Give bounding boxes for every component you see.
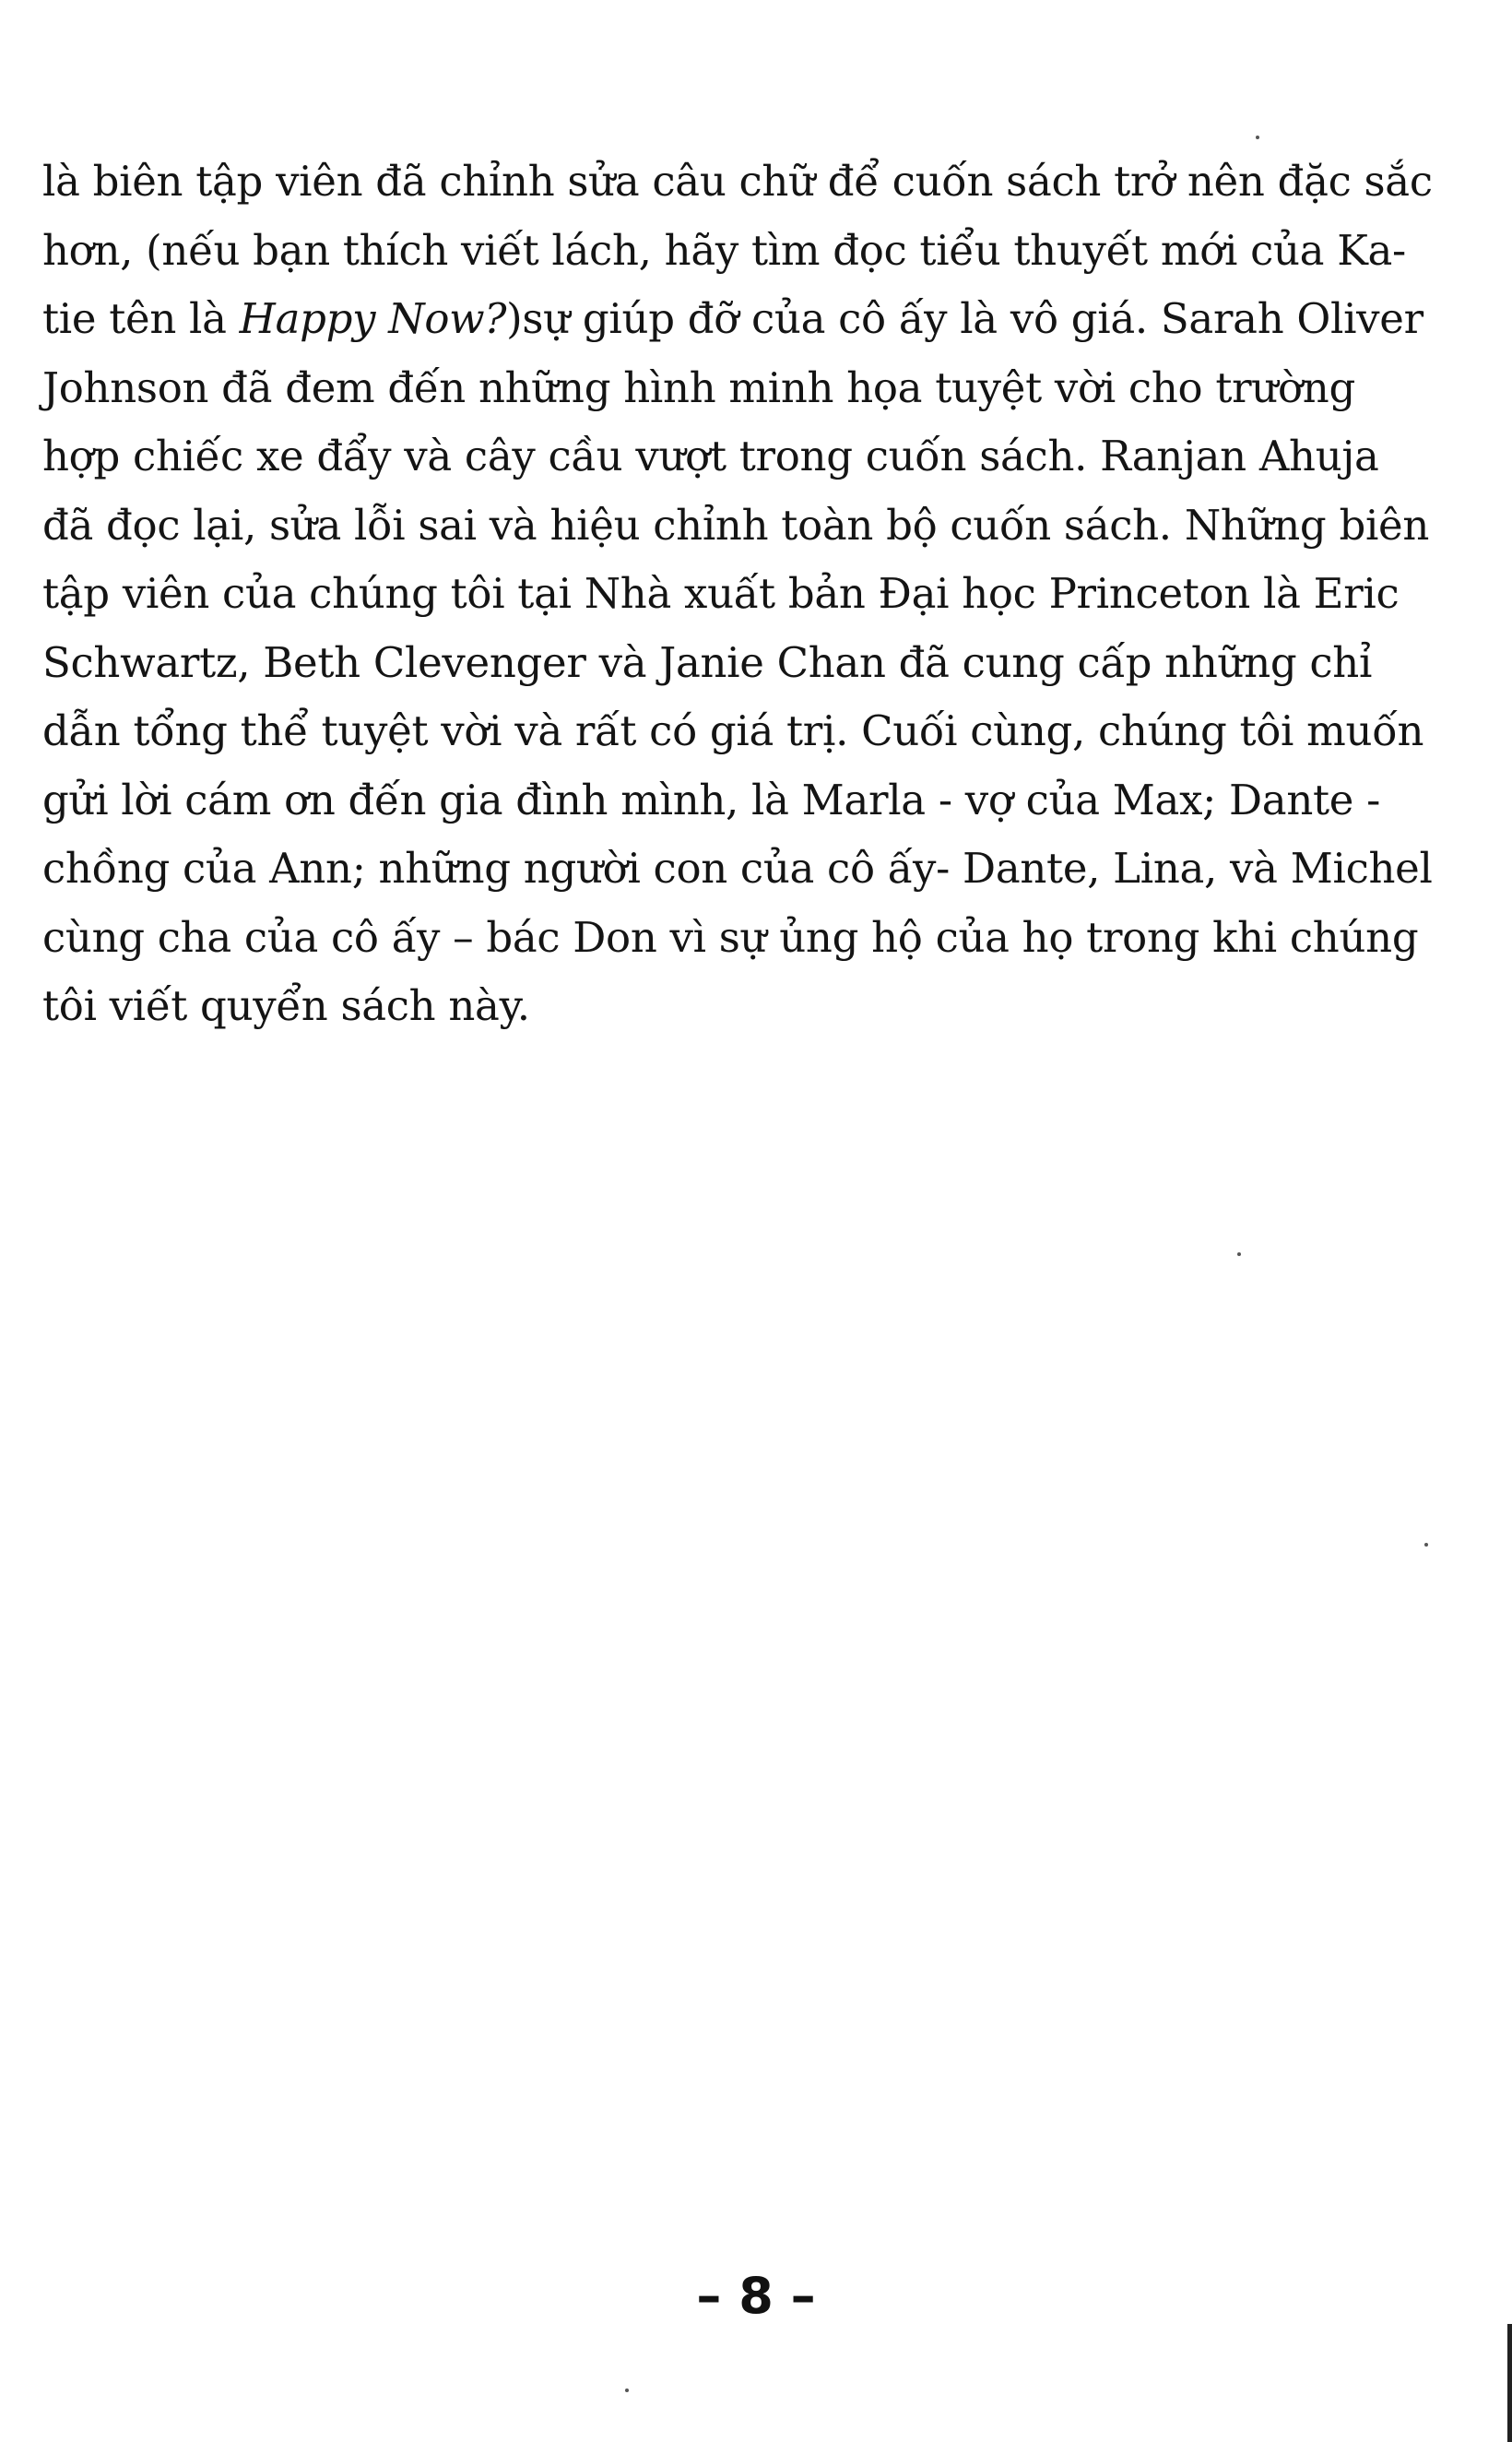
scan-speck (1424, 1543, 1428, 1547)
page-edge-mark (1507, 2324, 1512, 2442)
text-line-3-start: tie tên là (42, 294, 240, 343)
text-line-1: là biên tập viên đã chỉnh sửa câu chữ để cuốn sách trở nên đặc sắc (42, 157, 1433, 206)
scan-speck (625, 2389, 629, 2392)
text-line-5: hợp chiếc xe đẩy và cây cầu vượt trong cuốn sách. Ranjan Ahuja (42, 432, 1379, 480)
scan-speck (1237, 1252, 1241, 1256)
text-line-8: Schwartz, Beth Clevenger và Janie Chan đã cung cấp những chỉ (42, 637, 1373, 687)
text-line-2: hơn, (nếu bạn thích viết lách, hãy tìm đọc tiểu thuyết mới của Ka- (42, 225, 1406, 275)
book-title-italic: Happy Now? (239, 294, 507, 343)
text-line-12: cùng cha của cô ấy – bác Don vì sự ủng hộ của họ trong khi chúng (42, 912, 1419, 962)
text-line-10: gửi lời cám ơn đến gia đình mình, là Marla - vợ của Max; Dante - (42, 775, 1381, 824)
body-text (42, 148, 1481, 1041)
text-line-3-end: )sự giúp đỡ của cô ấy là vô giá. Sarah Oliver (506, 294, 1423, 343)
text-line-7: tập viên của chúng tôi tại Nhà xuất bản Đại học Princeton là Eric (42, 569, 1400, 618)
page-number: – 8 – (696, 2267, 816, 2325)
scan-speck (1256, 136, 1259, 139)
text-line-9: dẫn tổng thể tuyệt vời và rất có giá trị. Cuối cùng, chúng tôi muốn (42, 706, 1424, 755)
text-line-6: đã đọc lại, sửa lỗi sai và hiệu chỉnh toàn bộ cuốn sách. Những biên (42, 500, 1430, 550)
text-line-3 (42, 285, 1481, 354)
text-line-11: chồng của Ann; những người con của cô ấy- Dante, Lina, và Michel (42, 844, 1433, 893)
text-line-4: Johnson đã đem đến những hình minh họa tuyệt vời cho trường (42, 362, 1355, 412)
text-line-13: tôi viết quyển sách này. (42, 981, 530, 1030)
